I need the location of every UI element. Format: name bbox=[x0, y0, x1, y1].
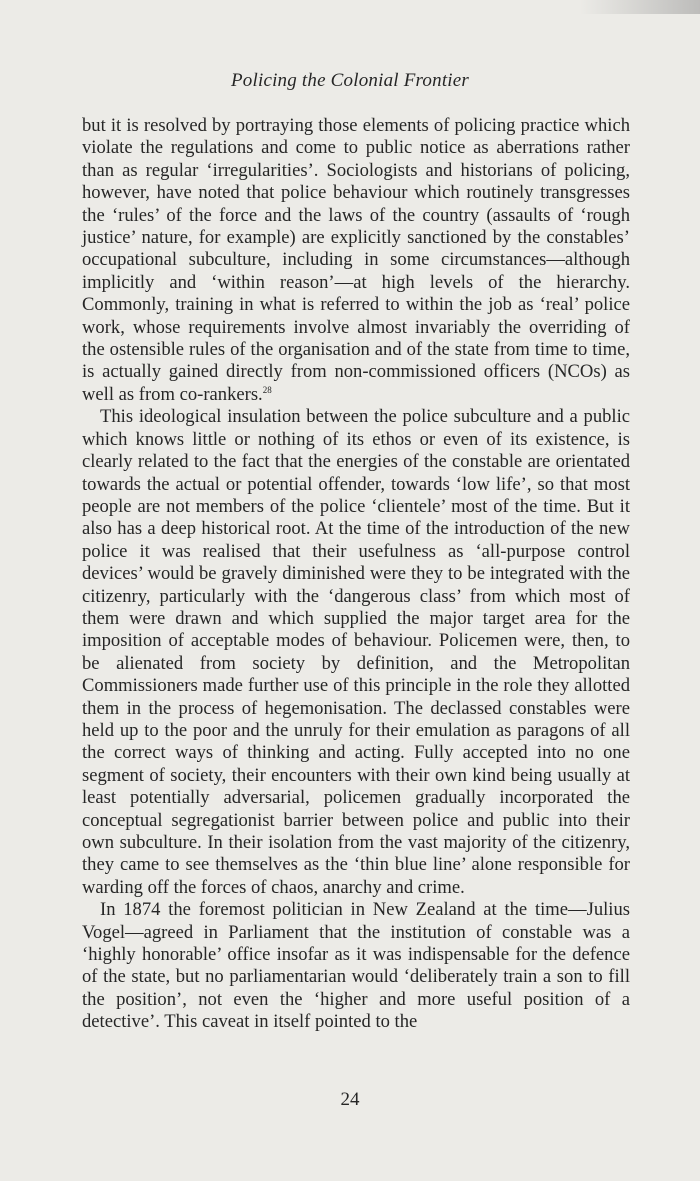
body-text bbox=[82, 115, 630, 1034]
footnote-marker[interactable]: 28 bbox=[262, 384, 272, 395]
paragraph-1 bbox=[82, 115, 630, 406]
paragraph-3: In 1874 the foremost politician in New Zealand at the time—Julius Vogel—agreed in Parliament that the institution of constable was a ‘highly honorable’ office insofar as it was indispensable for the defence of the state, but no parliamentarian would ‘deliberately train a son to fill the position’, not even the ‘higher and more useful position of a detective’. This caveat in itself pointed to the bbox=[82, 899, 630, 1033]
paragraph-1-text: but it is resolved by portraying those elements of policing practice which violate the regulations and come to public notice as aberrations rather than as regular ‘irregularities’. Sociologists and historians of policing, however, have noted that police behaviour which routinely transgresses the ‘rules’ of the force and the laws of the country (assaults of ‘rough justice’ nature, for example) are explicitly sanctioned by the constables’ occupational subculture, including in some circumstances—although implicitly and ‘within reason’—at high levels of the hierarchy. Commonly, training in what is referred to within the job as ‘real’ police work, whose requirements involve almost invariably the overriding of the ostensible rules of the organisation and of the state from time to time, is actually gained directly from non-commissioned officers (NCOs) as well as from co-rankers. bbox=[82, 115, 630, 405]
running-head: Policing the Colonial Frontier bbox=[230, 70, 470, 91]
page-number: 24 bbox=[340, 1089, 360, 1110]
paragraph-2: This ideological insulation between the police subculture and a public which knows little or nothing of its ethos or even of its existence, is clearly related to the fact that the energies of the constable are orientated towards the actual or potential offender, towards ‘low life’, so that most people are not members of the police ‘clientele’ most of the time. But it also has a deep historical root. At the time of the introduction of the new police it was realised that their usefulness as ‘all-purpose control devices’ would be gravely diminished were they to be integrated with the citizenry, particularly with the ‘dangerous class’ from which most of them were drawn and which supplied the major target area for the imposition of acceptable modes of behaviour. Policemen were, then, to be alienated from society by definition, and the Metropolitan Commissioners made further use of this principle in the role they allotted them in the process of hegemonisation. The declassed constables were held up to the poor and the unruly for their emulation as paragons of all the correct ways of thinking and acting. Fully accepted into no one segment of society, their encounters with their own kind being usually at least potentially adversarial, policemen gradually incorporated the conceptual segregationist barrier between police and public into their own subculture. In their isolation from the vast majority of the citizenry, they came to see themselves as the ‘thin blue line’ alone responsible for warding off the forces of chaos, anarchy and crime. bbox=[82, 406, 630, 898]
scan-edge-shadow bbox=[580, 0, 700, 14]
